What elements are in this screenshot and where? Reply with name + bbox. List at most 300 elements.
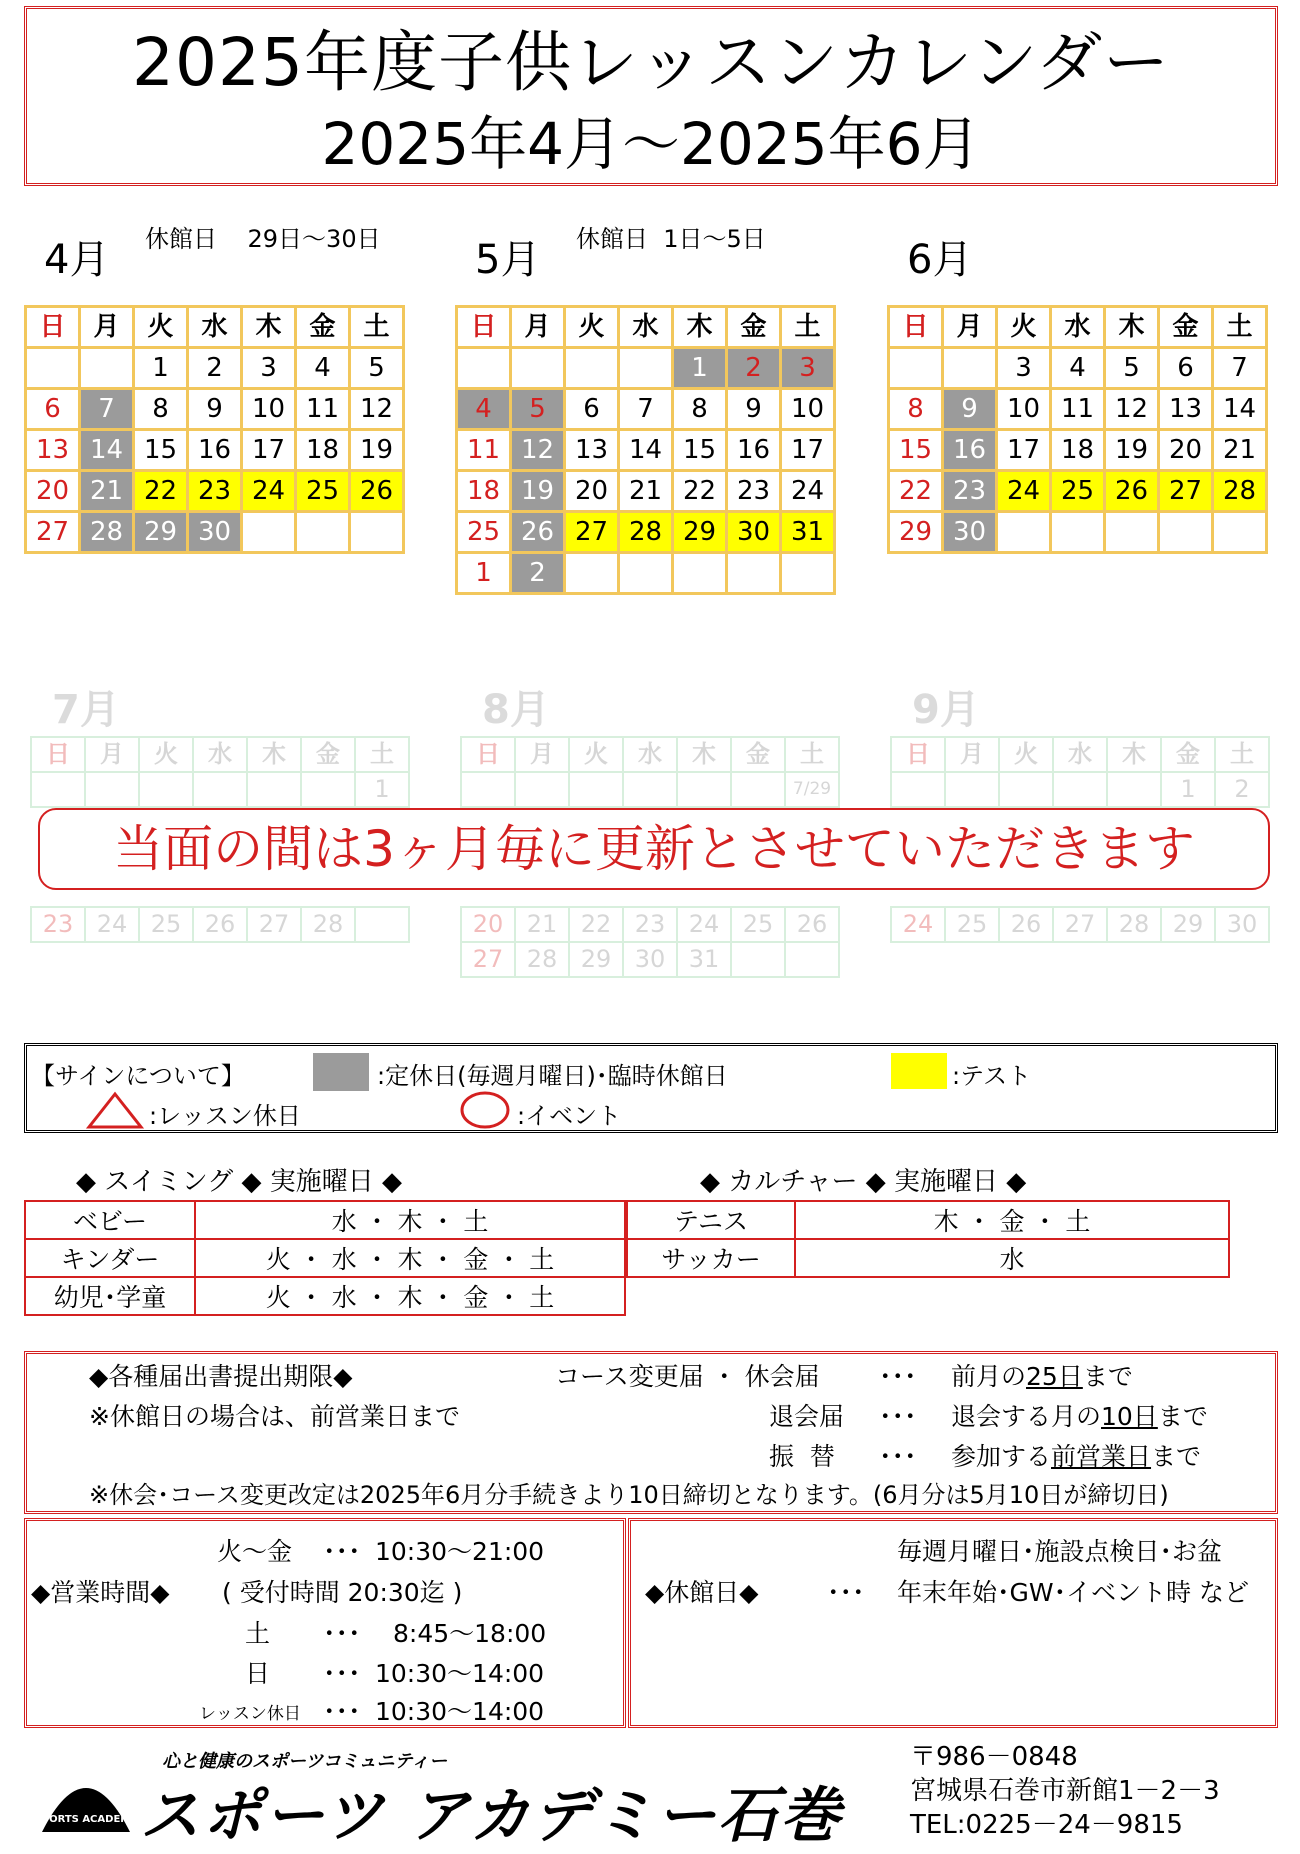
weekday-header: 日: [891, 737, 945, 772]
empty-cell: [461, 772, 515, 807]
day-cell: 12: [350, 389, 404, 430]
day-cell: 6: [1159, 348, 1213, 389]
empty-cell: [85, 772, 139, 807]
day-cell: 26: [511, 512, 565, 553]
day-cell: 9: [727, 389, 781, 430]
week-row: [457, 471, 835, 512]
weekday-header: 水: [1053, 737, 1107, 772]
empty-cell: [569, 772, 623, 807]
weekday-header: 木: [1105, 307, 1159, 348]
empty-cell: [731, 772, 785, 807]
weekday-header: 木: [677, 737, 731, 772]
month-label-jul: 7月: [52, 687, 120, 733]
day-cell: 29: [134, 512, 188, 553]
empty-cell: [1107, 772, 1161, 807]
weekday-header: 土: [350, 307, 404, 348]
day-cell: 13: [565, 430, 619, 471]
dots: ･･･: [323, 1697, 361, 1726]
deadline-withdraw-label: 退会届: [769, 1402, 845, 1431]
empty-cell: [296, 512, 350, 553]
weekday-header: 土: [781, 307, 835, 348]
day-cell: 29: [1161, 907, 1215, 942]
day-cell: 26: [785, 907, 839, 942]
day-cell: 24: [891, 907, 945, 942]
day-cell: 22: [673, 471, 727, 512]
day-cell: 21: [1213, 430, 1267, 471]
empty-cell: [1159, 512, 1213, 553]
day-cell: 19: [350, 430, 404, 471]
week-row: [889, 512, 1267, 553]
update-notice: 当面の間は3ヶ月毎に更新とさせていただきます: [38, 808, 1270, 890]
deadline-withdraw-value: 退会する月の10日まで: [951, 1402, 1208, 1431]
legend-triangle-text: :レッスン休日: [149, 1102, 301, 1130]
weekday-header: 土: [1213, 307, 1267, 348]
course-cell: サッカー: [627, 1239, 795, 1277]
weekday-header: 月: [945, 737, 999, 772]
empty-cell: [511, 348, 565, 389]
day-cell: 13: [1159, 389, 1213, 430]
weekday-header: 月: [511, 307, 565, 348]
deadlines-box: [24, 1351, 1278, 1514]
day-cell: 11: [1051, 389, 1105, 430]
week-row: [26, 512, 404, 553]
weekday-header: 木: [1107, 737, 1161, 772]
weekday-header: 金: [1159, 307, 1213, 348]
weekday-row: [31, 737, 409, 772]
culture-table: [626, 1200, 1230, 1278]
day-cell: 30: [623, 942, 677, 977]
weekday-header: 火: [139, 737, 193, 772]
week-row: [891, 907, 1269, 942]
week-row: [461, 942, 839, 977]
weekday-header: 火: [569, 737, 623, 772]
day-cell: 23: [727, 471, 781, 512]
legend-circle-text: :イベント: [517, 1102, 622, 1130]
weekday-header: 日: [889, 307, 943, 348]
day-cell: 28: [1107, 907, 1161, 942]
days-cell: 火 ・ 水 ・ 木 ・ 金 ・ 土: [195, 1277, 625, 1315]
empty-cell: [731, 942, 785, 977]
empty-cell: [677, 772, 731, 807]
day-cell: 10: [781, 389, 835, 430]
empty-cell: [193, 772, 247, 807]
closed-days-box: [628, 1518, 1278, 1728]
day-cell: 17: [242, 430, 296, 471]
calendar-table: [24, 305, 405, 554]
empty-cell: [943, 348, 997, 389]
weekday-header: 金: [727, 307, 781, 348]
day-cell: 14: [619, 430, 673, 471]
week-row: [889, 389, 1267, 430]
day-cell: 20: [461, 907, 515, 942]
weekday-row: [889, 307, 1267, 348]
empty-cell: [619, 553, 673, 594]
day-cell: 30: [943, 512, 997, 553]
day-cell: 27: [247, 907, 301, 942]
hours-day: 火～金: [217, 1537, 293, 1566]
day-cell: 22: [569, 907, 623, 942]
day-cell: 4: [1051, 348, 1105, 389]
day-cell: 1: [134, 348, 188, 389]
weekday-header: 火: [134, 307, 188, 348]
day-cell: 19: [511, 471, 565, 512]
day-cell: 5: [350, 348, 404, 389]
weekday-header: 水: [619, 307, 673, 348]
empty-cell: [673, 553, 727, 594]
table-row: [627, 1239, 1229, 1277]
weekday-header: 月: [515, 737, 569, 772]
week-row: [26, 471, 404, 512]
day-cell: 2: [727, 348, 781, 389]
hours-day: 土: [245, 1619, 271, 1648]
weekday-row: [461, 737, 839, 772]
day-cell: 27: [461, 942, 515, 977]
day-cell: 3: [781, 348, 835, 389]
month-label-may: 5月: [475, 237, 541, 283]
day-cell: 3: [997, 348, 1051, 389]
day-cell: 23: [31, 907, 85, 942]
day-cell: 30: [1215, 907, 1269, 942]
weekday-header: 日: [31, 737, 85, 772]
course-cell: 幼児･学童: [25, 1277, 195, 1315]
deadline-change-value: 前月の25日まで: [951, 1362, 1133, 1391]
weekday-header: 火: [997, 307, 1051, 348]
empty-cell: [999, 772, 1053, 807]
dots: ･･･: [879, 1362, 917, 1391]
day-cell: 15: [134, 430, 188, 471]
dots: ･･･: [323, 1659, 361, 1688]
empty-cell: [1051, 512, 1105, 553]
empty-cell: [355, 907, 409, 942]
weekday-header: 金: [296, 307, 350, 348]
day-cell: 6: [565, 389, 619, 430]
day-cell: 25: [945, 907, 999, 942]
brand-name: スポーツ アカデミー石巻: [140, 1781, 842, 1851]
weekday-header: 水: [623, 737, 677, 772]
svg-text:SPORTS ACADEMY: SPORTS ACADEMY: [34, 1814, 138, 1825]
day-cell: 3: [242, 348, 296, 389]
day-cell: 1: [673, 348, 727, 389]
week-row: [31, 772, 409, 807]
weekday-header: 火: [999, 737, 1053, 772]
day-cell: 2: [1215, 772, 1269, 807]
weekday-row: [26, 307, 404, 348]
day-cell: 16: [188, 430, 242, 471]
day-cell: 30: [727, 512, 781, 553]
closed-note-apr: 休館日 29日～30日: [145, 225, 381, 253]
deadline-change-label: コース変更届 ・ 休会届: [555, 1362, 820, 1391]
hours-heading: ◆営業時間◆: [31, 1578, 170, 1607]
closed-note-may: 休館日 1日～5日: [576, 225, 766, 253]
day-cell: 10: [242, 389, 296, 430]
hours-time: 10:30～14:00: [375, 1659, 545, 1688]
hours-time: 10:30～14:00: [375, 1697, 545, 1726]
day-cell: 30: [188, 512, 242, 553]
calendar-table: [887, 305, 1268, 554]
week-row: [457, 553, 835, 594]
weekday-header: 金: [1161, 737, 1215, 772]
week-row: [889, 348, 1267, 389]
week-row: [891, 772, 1269, 807]
empty-cell: [785, 942, 839, 977]
table-row: [25, 1277, 625, 1315]
day-cell: 4: [296, 348, 350, 389]
day-cell: 24: [997, 471, 1051, 512]
triangle-icon: [85, 1090, 145, 1130]
day-cell: 25: [457, 512, 511, 553]
circle-icon: [459, 1090, 511, 1130]
month-label-sep: 9月: [912, 687, 980, 733]
week-row: [26, 348, 404, 389]
day-cell: 14: [1213, 389, 1267, 430]
table-row: [627, 1201, 1229, 1239]
swimming-table: [24, 1200, 626, 1316]
legend-gray-text: :定休日(毎週月曜日)･臨時休館日: [377, 1062, 728, 1090]
empty-cell: [727, 553, 781, 594]
day-cell: 28: [515, 942, 569, 977]
day-cell: 24: [242, 471, 296, 512]
empty-cell: [781, 553, 835, 594]
day-cell: 5: [1105, 348, 1159, 389]
day-cell: 5: [511, 389, 565, 430]
day-cell: 29: [889, 512, 943, 553]
title-box: [24, 6, 1278, 186]
day-cell: 1: [457, 553, 511, 594]
closed-line-1: 毎週月曜日･施設点検日･お盆: [897, 1537, 1223, 1566]
deadlines-footnote: ※休会･コース変更改定は2025年6月分手続きより10日締切となります。(6月分は5月10日が締切日): [89, 1481, 1169, 1509]
day-cell: 29: [673, 512, 727, 553]
day-cell: 1: [1161, 772, 1215, 807]
calendar-table: [455, 305, 836, 595]
day-cell: 27: [26, 512, 80, 553]
day-cell: 8: [134, 389, 188, 430]
empty-cell: [945, 772, 999, 807]
weekday-header: 金: [301, 737, 355, 772]
day-cell: 20: [1159, 430, 1213, 471]
empty-cell: [515, 772, 569, 807]
weekday-header: 木: [242, 307, 296, 348]
empty-cell: [247, 772, 301, 807]
days-cell: 木 ・ 金 ・ 土: [795, 1201, 1229, 1239]
deadline-transfer-value: 参加する前営業日まで: [951, 1442, 1202, 1471]
closed-heading: ◆休館日◆: [645, 1578, 759, 1607]
day-cell: 24: [85, 907, 139, 942]
day-cell: 9: [188, 389, 242, 430]
day-cell: 4: [457, 389, 511, 430]
hours-time: 8:45～18:00: [393, 1619, 547, 1648]
day-cell: 21: [80, 471, 134, 512]
weekday-header: 土: [785, 737, 839, 772]
postal-code: 〒986－0848: [910, 1742, 1078, 1772]
telephone: TEL:0225－24－9815: [910, 1810, 1183, 1840]
empty-cell: [619, 348, 673, 389]
day-cell: 27: [1159, 471, 1213, 512]
day-cell: 20: [26, 471, 80, 512]
week-row: [457, 348, 835, 389]
week-row: [457, 430, 835, 471]
day-cell: 10: [997, 389, 1051, 430]
weekday-header: 日: [461, 737, 515, 772]
empty-cell: [889, 348, 943, 389]
day-cell: 19: [1105, 430, 1159, 471]
dots: ･･･: [879, 1402, 917, 1431]
day-cell: 24: [781, 471, 835, 512]
weekday-header: 火: [565, 307, 619, 348]
day-cell: 17: [997, 430, 1051, 471]
week-row: [26, 430, 404, 471]
title-period: 2025年4月～2025年6月: [321, 110, 981, 178]
yellow-swatch: [891, 1053, 947, 1089]
month-label-aug: 8月: [482, 687, 550, 733]
dots: ･･･: [879, 1442, 917, 1471]
day-cell: 8: [889, 389, 943, 430]
empty-cell: [80, 348, 134, 389]
days-cell: 水: [795, 1239, 1229, 1277]
weekday-header: 水: [193, 737, 247, 772]
empty-cell: [242, 512, 296, 553]
day-cell: 26: [999, 907, 1053, 942]
weekday-header: 月: [943, 307, 997, 348]
day-cell: 25: [139, 907, 193, 942]
day-cell: 31: [781, 512, 835, 553]
day-cell: 26: [1105, 471, 1159, 512]
day-cell: 6: [26, 389, 80, 430]
day-cell: 16: [943, 430, 997, 471]
course-cell: ベビー: [25, 1201, 195, 1239]
week-row: [889, 430, 1267, 471]
day-cell: 11: [457, 430, 511, 471]
day-cell: 25: [296, 471, 350, 512]
day-cell: 12: [511, 430, 565, 471]
dots: ･･･: [323, 1537, 361, 1566]
day-cell: 15: [673, 430, 727, 471]
deadlines-note: ※休館日の場合は、前営業日まで: [89, 1402, 460, 1431]
day-cell: 23: [623, 907, 677, 942]
day-cell: 28: [80, 512, 134, 553]
dots: ･･･: [827, 1578, 865, 1607]
day-cell: 9: [943, 389, 997, 430]
empty-cell: [623, 772, 677, 807]
empty-cell: [1053, 772, 1107, 807]
legend-yellow-text: :テスト: [952, 1062, 1032, 1090]
day-cell: 11: [296, 389, 350, 430]
day-cell: 21: [515, 907, 569, 942]
weekday-header: 木: [247, 737, 301, 772]
weekday-header: 土: [355, 737, 409, 772]
empty-cell: [565, 553, 619, 594]
week-row: [461, 772, 839, 807]
day-cell: 2: [188, 348, 242, 389]
day-cell: 7/29: [785, 772, 839, 807]
course-cell: テニス: [627, 1201, 795, 1239]
legend-title: 【サインについて】: [31, 1062, 245, 1090]
weekday-header: 月: [85, 737, 139, 772]
day-cell: 16: [727, 430, 781, 471]
weekday-row: [457, 307, 835, 348]
day-cell: 18: [1051, 430, 1105, 471]
day-cell: 7: [80, 389, 134, 430]
dots: ･･･: [323, 1619, 361, 1648]
weekday-header: 木: [673, 307, 727, 348]
empty-cell: [350, 512, 404, 553]
empty-cell: [1213, 512, 1267, 553]
hours-day: レッスン休日: [199, 1704, 301, 1724]
empty-cell: [139, 772, 193, 807]
hours-day: 日: [245, 1659, 271, 1688]
weekday-header: 日: [26, 307, 80, 348]
sports-academy-logo: [34, 1752, 138, 1836]
weekday-header: 日: [457, 307, 511, 348]
day-cell: 15: [889, 430, 943, 471]
hours-box: [24, 1518, 626, 1728]
day-cell: 27: [1053, 907, 1107, 942]
empty-cell: [1105, 512, 1159, 553]
day-cell: 29: [569, 942, 623, 977]
day-cell: 23: [188, 471, 242, 512]
day-cell: 18: [296, 430, 350, 471]
day-cell: 7: [619, 389, 673, 430]
day-cell: 20: [565, 471, 619, 512]
days-cell: 水 ・ 木 ・ 土: [195, 1201, 625, 1239]
days-cell: 火 ・ 水 ・ 木 ・ 金 ・ 土: [195, 1239, 625, 1277]
empty-cell: [457, 348, 511, 389]
weekday-header: 水: [188, 307, 242, 348]
day-cell: 28: [619, 512, 673, 553]
empty-cell: [997, 512, 1051, 553]
week-row: [457, 389, 835, 430]
week-row: [26, 389, 404, 430]
culture-header: ◆ カルチャー ◆ 実施曜日 ◆: [700, 1167, 1027, 1197]
closed-line-2: 年末年始･GW･イベント時 など: [897, 1578, 1250, 1607]
week-row: [461, 907, 839, 942]
day-cell: 31: [677, 942, 731, 977]
month-label-jun: 6月: [907, 237, 973, 283]
day-cell: 24: [677, 907, 731, 942]
legend-box: [24, 1043, 1278, 1133]
day-cell: 22: [134, 471, 188, 512]
swimming-header: ◆ スイミング ◆ 実施曜日 ◆: [76, 1167, 403, 1197]
day-cell: 28: [301, 907, 355, 942]
title-main: 2025年度子供レッスンカレンダー: [131, 24, 1170, 101]
day-cell: 25: [731, 907, 785, 942]
tagline: 心と健康のスポーツコミュニティー: [162, 1751, 448, 1772]
day-cell: 26: [193, 907, 247, 942]
day-cell: 18: [457, 471, 511, 512]
course-cell: キンダー: [25, 1239, 195, 1277]
reception-hours: ( 受付時間 20:30迄 ): [222, 1578, 463, 1607]
day-cell: 12: [1105, 389, 1159, 430]
week-row: [889, 471, 1267, 512]
day-cell: 26: [350, 471, 404, 512]
weekday-header: 土: [1215, 737, 1269, 772]
week-row: [31, 907, 409, 942]
weekday-row: [891, 737, 1269, 772]
day-cell: 7: [1213, 348, 1267, 389]
day-cell: 8: [673, 389, 727, 430]
day-cell: 17: [781, 430, 835, 471]
day-cell: 21: [619, 471, 673, 512]
day-cell: 13: [26, 430, 80, 471]
day-cell: 27: [565, 512, 619, 553]
week-row: [457, 512, 835, 553]
address: 宮城県石巻市新館1－2－3: [910, 1776, 1220, 1806]
day-cell: 22: [889, 471, 943, 512]
day-cell: 23: [943, 471, 997, 512]
empty-cell: [301, 772, 355, 807]
table-row: [25, 1239, 625, 1277]
empty-cell: [31, 772, 85, 807]
table-row: [25, 1201, 625, 1239]
